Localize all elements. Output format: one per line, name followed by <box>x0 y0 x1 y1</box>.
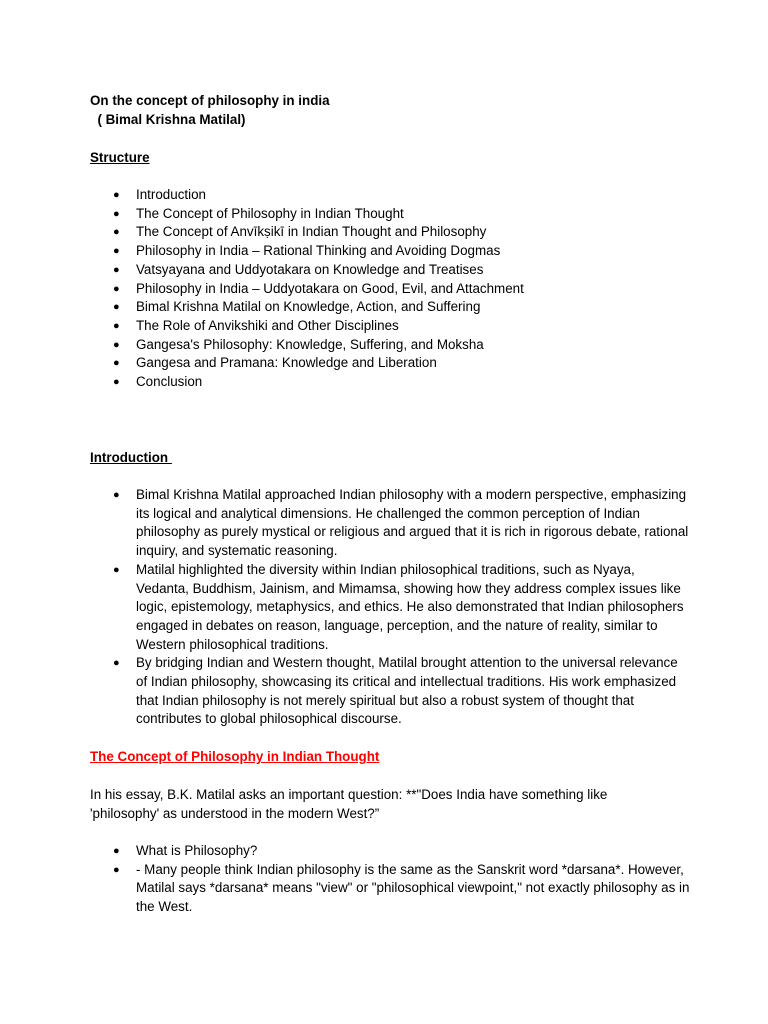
list-item: ● What is Philosophy? <box>90 842 690 861</box>
structure-heading: Structure <box>90 150 150 165</box>
concept-paragraph: In his essay, B.K. Matilal asks an important question: **"Does India have something like 'philosophy' as understood in the modern West?” <box>90 787 608 821</box>
bullet-icon: ● <box>113 301 120 314</box>
list-item: ● Vatsyayana and Uddyotakara on Knowledge and Treatises <box>90 261 690 280</box>
list-item: ● Gangesa and Pramana: Knowledge and Liberation <box>90 354 690 373</box>
bullet-icon: ● <box>113 189 120 201</box>
bullet-icon: ● <box>113 338 120 351</box>
bullet-icon: ● <box>113 845 120 857</box>
list-item: ● Introduction <box>90 186 690 205</box>
bullet-icon: ● <box>113 563 120 576</box>
list-item: ● - Many people think Indian philosophy is the same as the Sanskrit word *darsana*. However, Matilal says *darsana* means "view" or "philosophical viewpoint," not exactly philosophy as in the West. <box>113 861 690 915</box>
structure-list <box>90 186 690 392</box>
concept-list <box>90 842 690 917</box>
introduction-list <box>90 486 690 729</box>
bullet-icon: ● <box>113 657 120 670</box>
bullet-icon: ● <box>113 357 120 370</box>
introduction-heading: Introduction <box>90 450 172 465</box>
list-item: ● The Role of Anvikshiki and Other Disciplines <box>90 317 690 336</box>
list-item: ● Conclusion <box>90 373 690 392</box>
list-item: ● Bimal Krishna Matilal approached Indian philosophy with a modern perspective, emphasizing its logical and analytical dimensions. He challenged the common perception of Indian philosophy as purely mystical or religious and argued that it is rich in rigorous debate, rational inquiry, and systematic reasoning. <box>113 487 689 559</box>
concept-heading: The Concept of Philosophy in Indian Thought <box>90 749 380 764</box>
list-item: ● The Concept of Anvīkṣikī in Indian Thought and Philosophy <box>90 223 690 242</box>
bullet-icon: ● <box>113 376 120 389</box>
list-item: ● Philosophy in India – Rational Thinking and Avoiding Dogmas <box>90 242 690 261</box>
bullet-icon: ● <box>113 245 120 258</box>
document-author: ( Bimal Krishna Matilal) <box>90 112 246 127</box>
bullet-icon: ● <box>113 863 120 876</box>
bullet-icon: ● <box>113 489 120 501</box>
list-item: ● Matilal highlighted the diversity within Indian philosophical traditions, such as Nyaya, Vedanta, Buddhism, Jainism, and Mimamsa, showing how they address complex issues like logic, epistemology, metaphysics, and ethics. He also demonstrated that Indian philosophers engaged in debates on reason, language, perception, and the nature of reality, similar to Western philosophical traditions. <box>113 561 684 652</box>
list-item: ● By bridging Indian and Western thought, Matilal brought attention to the universal relevance of Indian philosophy, showcasing its critical and intellectual traditions. His work emphasized that Indian philosophy is not merely spiritual but also a robust system of thought that contributes to global philosophical discourse. <box>113 655 678 727</box>
bullet-icon: ● <box>113 319 120 332</box>
bullet-icon: ● <box>113 282 120 295</box>
list-item: ● The Concept of Philosophy in Indian Thought <box>90 205 690 224</box>
list-item: ● Gangesa's Philosophy: Knowledge, Suffering, and Moksha <box>90 336 690 355</box>
document-title: On the concept of philosophy in india <box>90 93 330 108</box>
bullet-icon: ● <box>113 263 120 276</box>
list-item: ● Bimal Krishna Matilal on Knowledge, Action, and Suffering <box>90 298 690 317</box>
list-item: ● Philosophy in India – Uddyotakara on Good, Evil, and Attachment <box>90 280 690 299</box>
bullet-icon: ● <box>113 226 120 239</box>
bullet-icon: ● <box>113 207 120 220</box>
